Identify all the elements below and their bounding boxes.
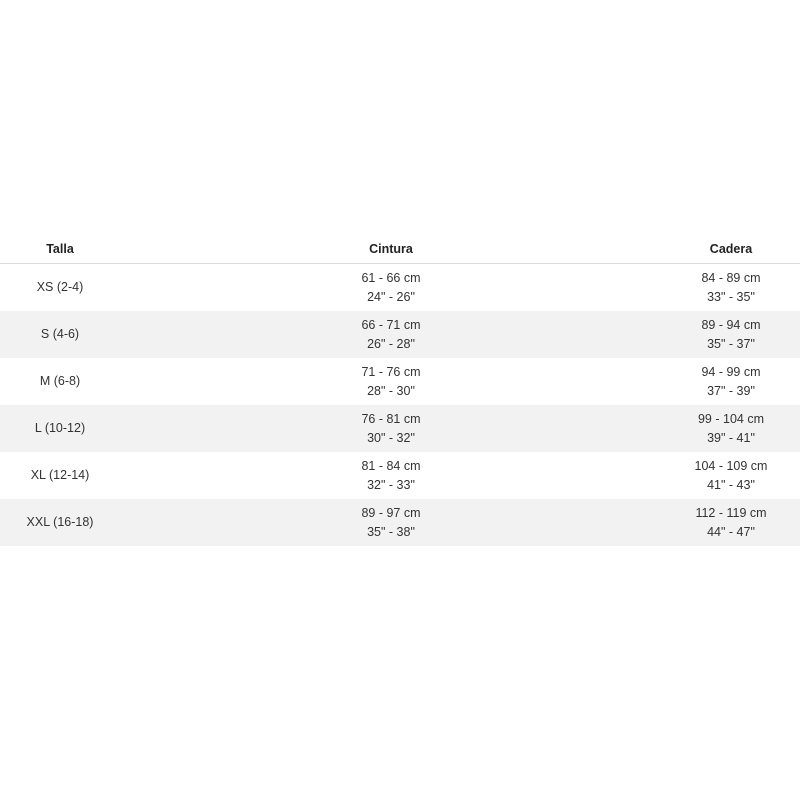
waist-in: 28" - 30" [367, 383, 415, 398]
size-cell: XL (12-14) [30, 468, 90, 482]
header-waist: Cintura [369, 241, 413, 256]
waist-cell [120, 457, 662, 495]
hip-in: 37" - 39" [707, 383, 755, 398]
table-row [0, 499, 800, 546]
waist-cm: 89 - 97 cm [361, 505, 421, 520]
size-cell: S (4-6) [40, 327, 80, 341]
hip-cell [662, 504, 800, 542]
header-hip: Cadera [709, 241, 753, 256]
hip-cm: 112 - 119 cm [695, 505, 767, 520]
hip-cm: 89 - 94 cm [701, 317, 761, 332]
waist-cm: 76 - 81 cm [361, 411, 421, 426]
hip-in: 33" - 35" [707, 289, 755, 304]
waist-cell [120, 269, 662, 307]
waist-in: 30" - 32" [367, 430, 415, 445]
table-row [0, 264, 800, 311]
waist-in: 26" - 28" [367, 336, 415, 351]
waist-cell [120, 410, 662, 448]
hip-in: 39" - 41" [707, 430, 755, 445]
hip-cell [662, 363, 800, 401]
waist-in: 32" - 33" [367, 477, 415, 492]
size-cell: XXL (16-18) [26, 515, 94, 529]
waist-cm: 81 - 84 cm [361, 458, 421, 473]
table-row [0, 358, 800, 405]
hip-cm: 84 - 89 cm [701, 270, 761, 285]
hip-in: 35" - 37" [707, 336, 755, 351]
waist-cell [120, 363, 662, 401]
waist-in: 24" - 26" [367, 289, 415, 304]
waist-cm: 66 - 71 cm [361, 317, 421, 332]
hip-cell [662, 457, 800, 495]
size-cell: L (10-12) [34, 421, 86, 435]
waist-in: 35" - 38" [367, 524, 415, 539]
waist-cell [120, 504, 662, 542]
size-chart-table [0, 234, 800, 546]
table-row [0, 452, 800, 499]
hip-cell [662, 269, 800, 307]
header-size: Talla [46, 241, 74, 256]
size-cell: XS (2-4) [36, 280, 84, 294]
hip-in: 41" - 43" [707, 477, 755, 492]
hip-cell [662, 316, 800, 354]
size-cell: M (6-8) [39, 374, 81, 388]
hip-cm: 104 - 109 cm [694, 458, 768, 473]
table-row [0, 311, 800, 358]
hip-cm: 94 - 99 cm [701, 364, 761, 379]
hip-cell [662, 410, 800, 448]
hip-in: 44" - 47" [707, 524, 755, 539]
hip-cm: 99 - 104 cm [697, 411, 764, 426]
table-row [0, 405, 800, 452]
waist-cm: 71 - 76 cm [361, 364, 421, 379]
table-header-row [0, 234, 800, 264]
waist-cell [120, 316, 662, 354]
waist-cm: 61 - 66 cm [361, 270, 421, 285]
